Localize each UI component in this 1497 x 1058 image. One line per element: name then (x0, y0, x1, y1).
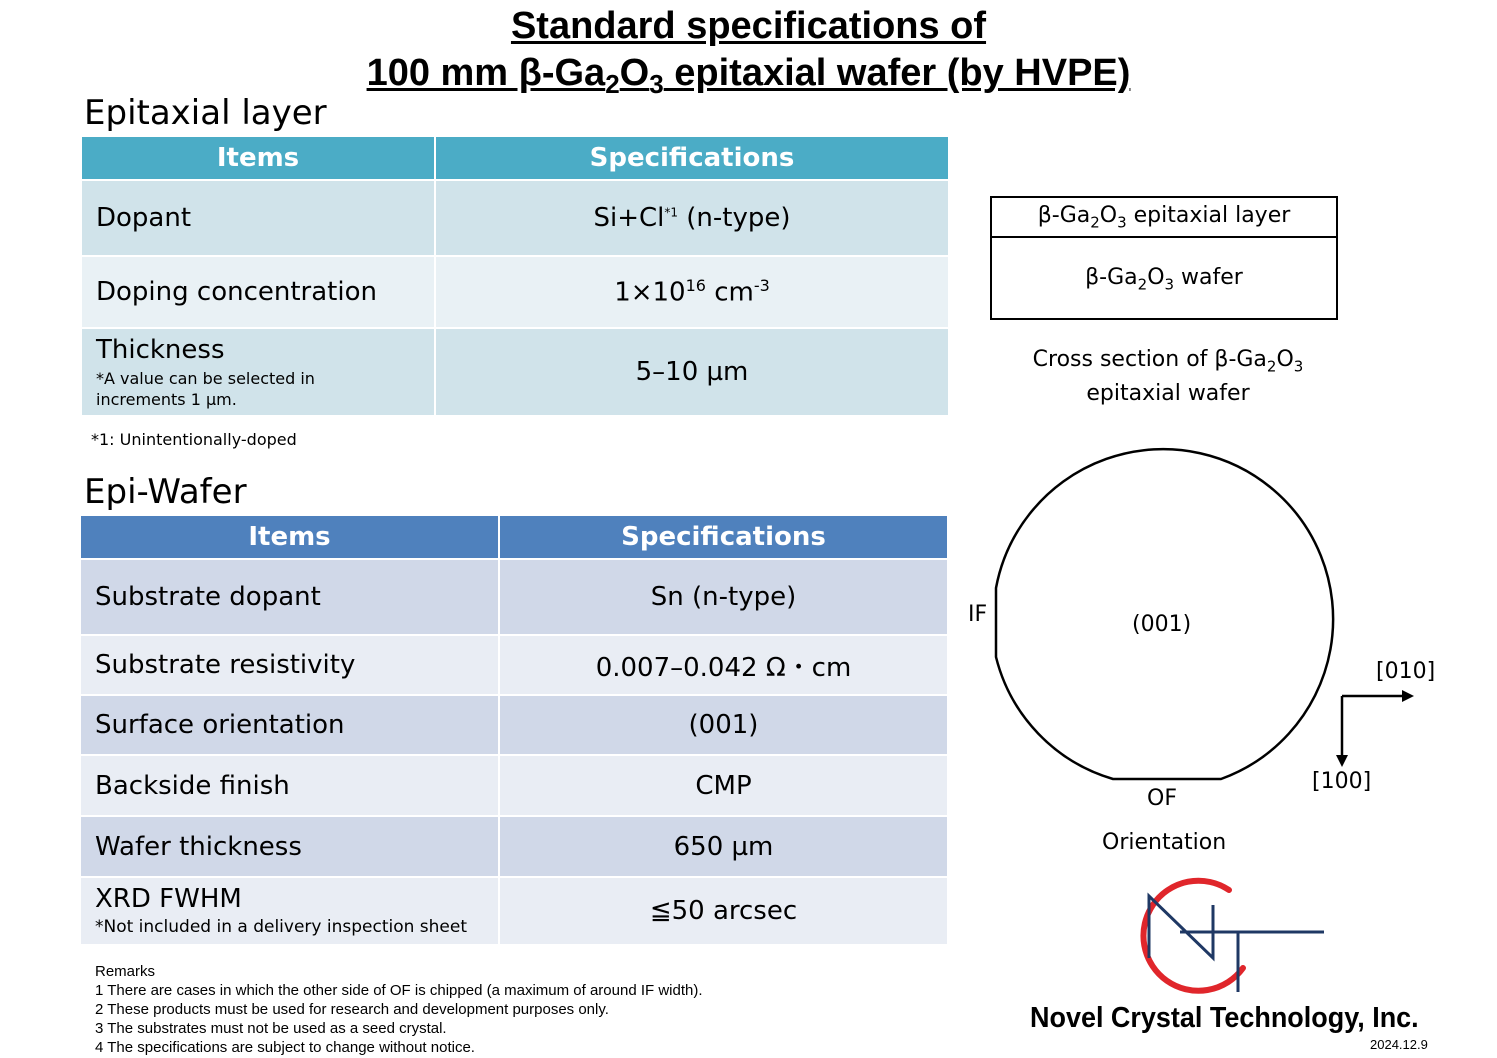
company-logo (1143, 881, 1324, 992)
orientation-caption: Orientation (1102, 830, 1227, 855)
surface-orientation-label: (001) (1132, 612, 1192, 637)
row-value: $Si+Cl^{*1}$ (n-type) (436, 181, 948, 255)
direction-010-label: [010] (1376, 659, 1436, 684)
row-item-note: *Not included in a delivery inspection sheet (95, 917, 467, 937)
epitaxial-layer-box: $\beta-Ga_2O_3$ epitaxial layer (992, 198, 1336, 238)
column-header-specifications: Specifications (436, 137, 948, 179)
company-name: Novel Crystal Technology, Inc. (1030, 1002, 1419, 1034)
remark-line: 3 The substrates must not be used as a seed crystal. (95, 1020, 447, 1037)
row-value: $1\times 10^{16}$ $cm^{-3}$ (436, 257, 948, 327)
logo-red-arc (1143, 881, 1243, 991)
of-label: OF (1147, 786, 1177, 811)
row-value: 0.007–0.042 Ω・cm (500, 636, 947, 694)
epitaxial-layer-heading: Epitaxial layer (84, 93, 327, 133)
column-header-specifications: Specifications (500, 516, 947, 558)
row-value: ≦50 arcsec (500, 878, 947, 944)
row-item-note: *A value can be selected in increments 1 µm. (96, 368, 315, 409)
row-value: CMP (500, 756, 947, 815)
page-title-line-2: 100 mm $\beta-Ga_2O_3$ epitaxial wafer (by HVPE) (366, 52, 1131, 99)
row-value: 650 µm (500, 817, 947, 876)
epi-wafer-heading: Epi-Wafer (84, 472, 247, 512)
arrow-010-head (1402, 690, 1414, 702)
column-header-items: Items (82, 137, 434, 179)
row-item: Substrate resistivity (81, 636, 498, 694)
arrow-100-head (1336, 755, 1348, 767)
epitaxial-footnote: *1: Unintentionally-doped (91, 430, 297, 449)
row-item: Wafer thickness (81, 817, 498, 876)
direction-100-label: [100] (1312, 769, 1372, 794)
row-item: Dopant (82, 181, 434, 255)
remark-line: 2 These products must be used for research and development purposes only. (95, 1001, 609, 1018)
if-label: IF (968, 602, 988, 627)
row-item: Doping concentration (82, 257, 434, 327)
remark-line: 1 There are cases in which the other side of OF is chipped (a maximum of around IF width). (95, 982, 703, 999)
row-item: Substrate dopant (81, 560, 498, 634)
row-item: Surface orientation (81, 696, 498, 754)
page-title-line-1: Standard specifications of (510, 5, 987, 47)
logo-n-letter (1149, 896, 1213, 958)
row-item: Backside finish (81, 756, 498, 815)
row-item-label: XRD FWHM (95, 884, 242, 914)
remarks-title: Remarks (95, 963, 156, 980)
remark-line: 4 The specifications are subject to change without notice. (95, 1039, 475, 1056)
wafer-box: $\beta-Ga_2O_3$ wafer (1085, 265, 1243, 294)
column-header-items: Items (81, 516, 498, 558)
row-value: Sn (n-type) (500, 560, 947, 634)
row-value: (001) (500, 696, 947, 754)
document-date: 2024.12.9 (1370, 1037, 1428, 1052)
row-value: 5–10 µm (436, 329, 948, 415)
row-item-label: Thickness (96, 334, 225, 365)
cross-section-caption: Cross section of $\beta-Ga_2O_3$ epitaxial wafer (1032, 347, 1304, 407)
